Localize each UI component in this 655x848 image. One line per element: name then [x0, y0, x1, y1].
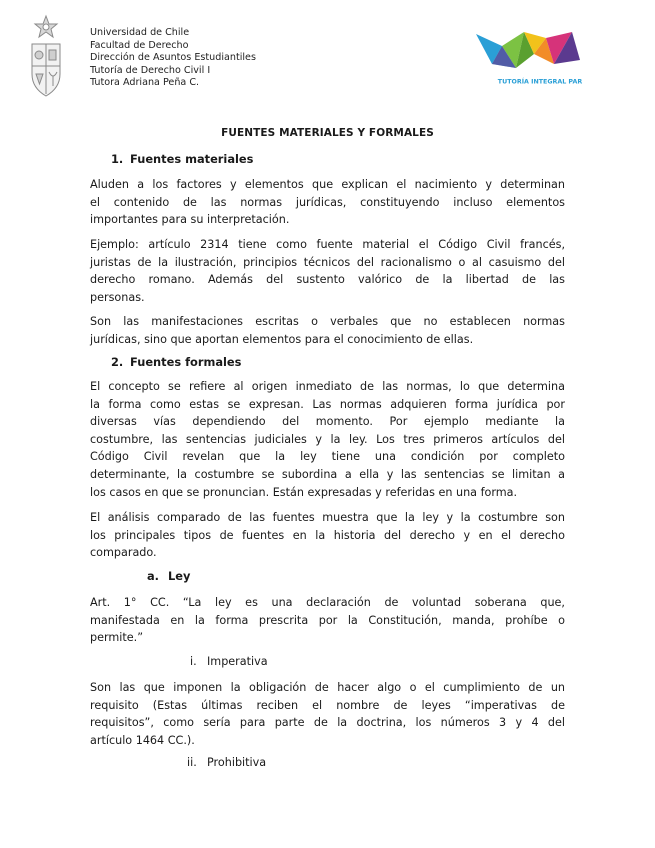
list-item-heading — [187, 756, 266, 769]
list-numeral: i. — [190, 655, 197, 668]
paragraph-line: Art. 1° CC. “La ley es una declaración de voluntad soberana que, — [90, 596, 565, 609]
paragraph — [90, 378, 565, 501]
paragraph-line: diversas vías dependiendo del momento. Por ejemplo mediante la — [90, 415, 565, 429]
paragraph — [90, 313, 565, 348]
paragraph-line: Ejemplo: artículo 2314 tiene como fuente material el Código Civil francés, — [90, 238, 565, 251]
paragraph-line: importantes para su interpretación. — [90, 213, 290, 227]
institution-line: Tutoría de Derecho Civil I — [90, 64, 211, 76]
institution-line: Universidad de Chile — [90, 27, 190, 38]
paragraph-line: el contenido de las normas jurídicas, constituyendo incluso elementos — [90, 195, 565, 209]
section-heading — [111, 355, 241, 369]
paragraph-line: Son las que imponen la obligación de hacer algo o el cumplimiento de un — [90, 681, 565, 694]
subsection-letter: a. — [147, 569, 160, 583]
section-number: 2. — [111, 355, 124, 369]
paragraph-line: personas. — [90, 290, 145, 304]
paragraph-line: jurídicas, sino que aportan elementos para el conocimiento de ellas. — [90, 332, 474, 346]
paragraph-line: derecho romano. Además del sustento valórico de la libertad de las — [90, 273, 565, 287]
paragraph-line: los principales tipos de fuentes en la historia del derecho y en el derecho — [90, 528, 565, 542]
paragraph-line: determinante, la costumbre se subordina a ella y las sentencias se limitan a — [90, 467, 565, 481]
paragraph — [90, 679, 565, 749]
section-title: Fuentes materiales — [130, 152, 254, 166]
paragraph — [90, 594, 565, 647]
paragraph-line: costumbre, las sentencias judiciales y la ley. Los tres primeros artículos del — [90, 432, 565, 446]
paragraph-line: los casos en que se pronuncian. Están expresadas y referidas en una forma. — [90, 485, 518, 499]
subsection-title: Ley — [168, 569, 191, 583]
institution-block — [90, 27, 256, 90]
institution-line: Facultad de Derecho — [90, 39, 189, 51]
institution-line: Dirección de Asuntos Estudiantiles — [90, 52, 256, 64]
list-item-heading — [190, 655, 268, 668]
paragraph-line: la forma como estas se expresan. Las normas adquieren forma jurídica por — [90, 397, 565, 411]
paragraph — [90, 176, 565, 229]
section-title: Fuentes formales — [130, 355, 242, 369]
paragraph-line: permite.” — [90, 631, 144, 645]
institution-line: Tutora Adriana Peña C. — [90, 77, 200, 89]
paragraph-line: artículo 1464 CC.). — [90, 733, 195, 747]
paragraph-line: El concepto se refiere al origen inmediato de las normas, lo que determina — [90, 380, 565, 393]
list-numeral: ii. — [187, 756, 197, 769]
paragraph — [90, 236, 565, 306]
paragraph-line: El análisis comparado de las fuentes muestra que la ley y la costumbre son — [90, 511, 565, 524]
paragraph-line: requisito (Estas últimas reciben el nombre de leyes “imperativas de — [90, 698, 565, 712]
paragraph-line: juristas de la ilustración, principios técnicos del racionalismo o al casuismo del — [90, 255, 565, 269]
section-number: 1. — [111, 152, 124, 166]
paragraph-line: Son las manifestaciones escritas o verbales que no establecen normas — [90, 315, 565, 328]
paragraph-line: Aluden a los factores y elementos que explican el nacimiento y determinan — [90, 178, 565, 191]
paragraph — [90, 509, 565, 562]
logo-caption: TUTORÍA INTEGRAL PAR — [497, 78, 583, 86]
section-heading — [111, 152, 253, 166]
university-crest-logo — [24, 14, 68, 102]
paragraph-line: comparado. — [90, 546, 157, 560]
document-title: FUENTES MATERIALES Y FORMALES — [221, 127, 434, 139]
list-label: Imperativa — [207, 655, 268, 668]
tutoria-integral-par-logo — [472, 24, 584, 94]
paragraph-line: requisitos”, como sería para parte de la doctrina, los números 3 y 4 del — [90, 716, 565, 730]
list-label: Prohibitiva — [207, 756, 267, 769]
subsection-heading — [147, 569, 190, 583]
paragraph-line: Código Civil revelan que la ley tiene una condición por completo — [90, 450, 565, 464]
paragraph-line: manifestada en la forma prescrita por la Constitución, manda, prohíbe o — [90, 613, 565, 627]
